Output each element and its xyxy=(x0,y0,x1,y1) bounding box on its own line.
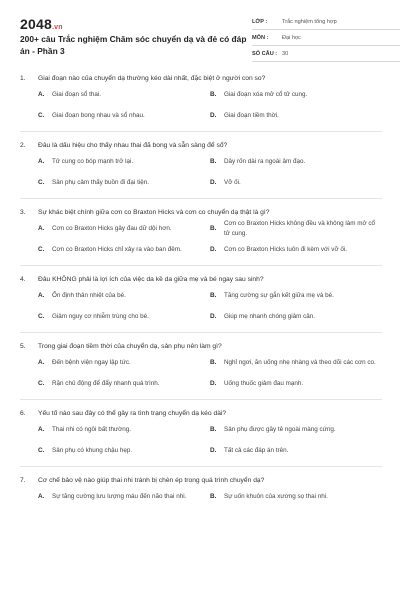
question-number: 7. xyxy=(20,477,26,484)
option-letter: B. xyxy=(210,91,217,98)
option-letter: D. xyxy=(210,380,217,387)
option-letter: B. xyxy=(210,292,217,299)
option-text: Sản phụ cảm thấy buồn đi đại tiện. xyxy=(52,178,149,186)
option-letter: B. xyxy=(210,158,217,165)
question-text xyxy=(20,409,382,419)
option-letter: A. xyxy=(38,292,45,299)
answer-option[interactable] xyxy=(38,218,210,239)
option-text: Giai đoạn xóa mở cổ tử cung. xyxy=(224,90,308,98)
answer-option[interactable] xyxy=(210,306,382,327)
answer-options xyxy=(20,486,382,507)
option-text: Uống thuốc giảm đau mạnh. xyxy=(224,379,304,387)
option-letter: C. xyxy=(38,447,45,454)
question-2 xyxy=(20,141,382,199)
option-text: Giai đoạn tiềm thời. xyxy=(224,111,279,119)
question-number: 4. xyxy=(20,276,26,283)
option-text: Giúp mẹ nhanh chóng giảm cân. xyxy=(224,312,316,320)
option-text: Cơn co Braxton Hicks chỉ xảy ra vào ban đêm. xyxy=(52,245,182,253)
document-meta xyxy=(252,14,400,62)
answer-option[interactable] xyxy=(38,419,210,440)
option-letter: A. xyxy=(38,225,45,232)
option-text: Cơn co Braxton Hicks gây đau dữ dội hơn. xyxy=(52,224,172,232)
option-letter: C. xyxy=(38,313,45,320)
option-letter: D. xyxy=(210,179,217,186)
question-text xyxy=(20,275,382,285)
option-text: Dây rốn dài ra ngoài âm đạo. xyxy=(224,157,306,165)
option-text: Giai đoạn bong nhau và sổ nhau. xyxy=(52,111,145,119)
option-text: Đến bệnh viện ngay lập tức. xyxy=(52,358,131,366)
question-divider xyxy=(20,466,382,467)
option-letter: A. xyxy=(38,493,45,500)
answer-option[interactable] xyxy=(38,306,210,327)
option-text: Thai nhi có ngôi bất thường. xyxy=(52,425,132,433)
answer-option[interactable] xyxy=(210,218,382,239)
answer-option[interactable] xyxy=(38,373,210,394)
option-text: Tăng cường sự gắn kết giữa mẹ và bé. xyxy=(224,291,334,299)
question-text xyxy=(20,74,382,84)
option-letter: D. xyxy=(210,313,217,320)
question-1 xyxy=(20,74,382,132)
option-text: Nghỉ ngơi, ăn uống nhẹ nhàng và theo dõi các cơn co. xyxy=(224,358,376,366)
question-list xyxy=(20,74,382,507)
option-text: Sản phụ có khung chậu hẹp. xyxy=(52,446,133,454)
answer-option[interactable] xyxy=(210,151,382,172)
answer-options xyxy=(20,352,382,394)
answer-options xyxy=(20,218,382,260)
option-letter: B. xyxy=(210,225,217,232)
question-stem: Trong giai đoạn tiềm thời của chuyển dạ, sản phụ nên làm gì? xyxy=(38,343,222,350)
option-letter: A. xyxy=(38,158,45,165)
option-text: Giảm nguy cơ nhiễm trùng cho bé. xyxy=(52,312,149,320)
question-number: 1. xyxy=(20,75,26,82)
answer-option[interactable] xyxy=(210,172,382,193)
option-text: Giai đoạn sổ thai. xyxy=(52,90,102,98)
answer-options xyxy=(20,84,382,126)
option-text: Tất cả các đáp án trên. xyxy=(224,446,289,454)
answer-option[interactable] xyxy=(38,151,210,172)
question-stem: Đâu KHÔNG phải là lợi ích của việc da kề da giữa mẹ và bé ngay sau sinh? xyxy=(38,276,264,283)
question-text xyxy=(20,141,382,151)
option-letter: D. xyxy=(210,447,217,454)
option-letter: D. xyxy=(210,112,217,119)
question-divider xyxy=(20,399,382,400)
answer-options xyxy=(20,419,382,461)
option-text: Cơn co Braxton Hicks không đều và không làm mở cổ tử cung. xyxy=(224,220,376,237)
question-stem: Sự khác biệt chính giữa cơn co Braxton Hicks và cơn co chuyển dạ thật là gì? xyxy=(38,209,270,216)
option-text: Sự tăng cường lưu lượng máu đến não thai nhi. xyxy=(52,492,187,500)
site-logo[interactable]: 2048.vn xyxy=(20,16,63,32)
answer-options xyxy=(20,285,382,327)
option-text: Vỡ ối. xyxy=(224,178,241,186)
answer-option[interactable] xyxy=(210,373,382,394)
meta-row-count: SỐ CÂU : 30 xyxy=(252,46,400,62)
answer-option[interactable] xyxy=(38,285,210,306)
question-number: 2. xyxy=(20,142,26,149)
option-text: Sự uốn khuôn của xương sọ thai nhi. xyxy=(224,492,328,500)
answer-option[interactable] xyxy=(210,486,382,507)
answer-option[interactable] xyxy=(38,84,210,105)
option-text: Ổn định thân nhiệt của bé. xyxy=(52,291,126,299)
answer-option[interactable] xyxy=(38,172,210,193)
option-letter: B. xyxy=(210,426,217,433)
question-text xyxy=(20,476,382,486)
answer-option[interactable] xyxy=(38,352,210,373)
question-divider xyxy=(20,131,382,132)
option-letter: A. xyxy=(38,359,45,366)
answer-option[interactable] xyxy=(38,440,210,461)
answer-option[interactable] xyxy=(210,285,382,306)
question-text xyxy=(20,208,382,218)
document-title: 200+ câu Trắc nghiệm Chăm sóc chuyển dạ và đẻ có đáp án - Phần 3 xyxy=(20,34,247,56)
option-letter: C. xyxy=(38,246,45,253)
option-letter: A. xyxy=(38,91,45,98)
question-stem: Đâu là dấu hiệu cho thấy nhau thai đã bong và sẵn sàng để sổ? xyxy=(38,142,228,149)
document-header xyxy=(20,0,382,70)
meta-row-subject: MÔN : Đại học xyxy=(252,30,400,46)
question-5 xyxy=(20,342,382,400)
question-stem: Yếu tố nào sau đây có thể gây ra tình trạng chuyển dạ kéo dài? xyxy=(38,410,227,417)
answer-option[interactable] xyxy=(210,105,382,126)
question-3 xyxy=(20,208,382,266)
question-number: 5. xyxy=(20,343,26,350)
option-text: Tử cung co bóp mạnh trở lại. xyxy=(52,157,134,165)
option-letter: B. xyxy=(210,359,217,366)
answer-option[interactable] xyxy=(210,440,382,461)
answer-option[interactable] xyxy=(38,239,210,260)
answer-option[interactable] xyxy=(38,486,210,507)
question-stem: Cơ chế bảo vệ nào giúp thai nhi tránh bị chèn ép trong quá trình chuyển dạ? xyxy=(38,477,265,484)
answer-option[interactable] xyxy=(210,352,382,373)
option-text: Cơn co Braxton Hicks luôn đi kèm với vỡ ối. xyxy=(224,245,347,253)
option-letter: A. xyxy=(38,426,45,433)
answer-option[interactable] xyxy=(38,105,210,126)
question-divider xyxy=(20,198,382,199)
question-divider xyxy=(20,332,382,333)
answer-option[interactable] xyxy=(210,239,382,260)
option-letter: C. xyxy=(38,179,45,186)
answer-option[interactable] xyxy=(210,84,382,105)
option-text: Rặn chủ động để đẩy nhanh quá trình. xyxy=(52,379,160,387)
option-letter: C. xyxy=(38,112,45,119)
option-letter: B. xyxy=(210,493,217,500)
question-number: 3. xyxy=(20,209,26,216)
question-4 xyxy=(20,275,382,333)
question-7 xyxy=(20,476,382,507)
answer-options xyxy=(20,151,382,193)
option-letter: D. xyxy=(210,246,217,253)
option-letter: C. xyxy=(38,380,45,387)
question-divider xyxy=(20,265,382,266)
answer-option[interactable] xyxy=(210,419,382,440)
question-stem: Giai đoạn nào của chuyển dạ thường kéo dài nhất, đặc biệt ở người con so? xyxy=(38,75,266,82)
meta-row-class: LỚP : Trắc nghiệm tổng hợp xyxy=(252,14,400,30)
question-number: 6. xyxy=(20,410,26,417)
question-6 xyxy=(20,409,382,467)
question-text xyxy=(20,342,382,352)
option-text: Sản phụ được gây tê ngoài màng cứng. xyxy=(224,425,336,433)
